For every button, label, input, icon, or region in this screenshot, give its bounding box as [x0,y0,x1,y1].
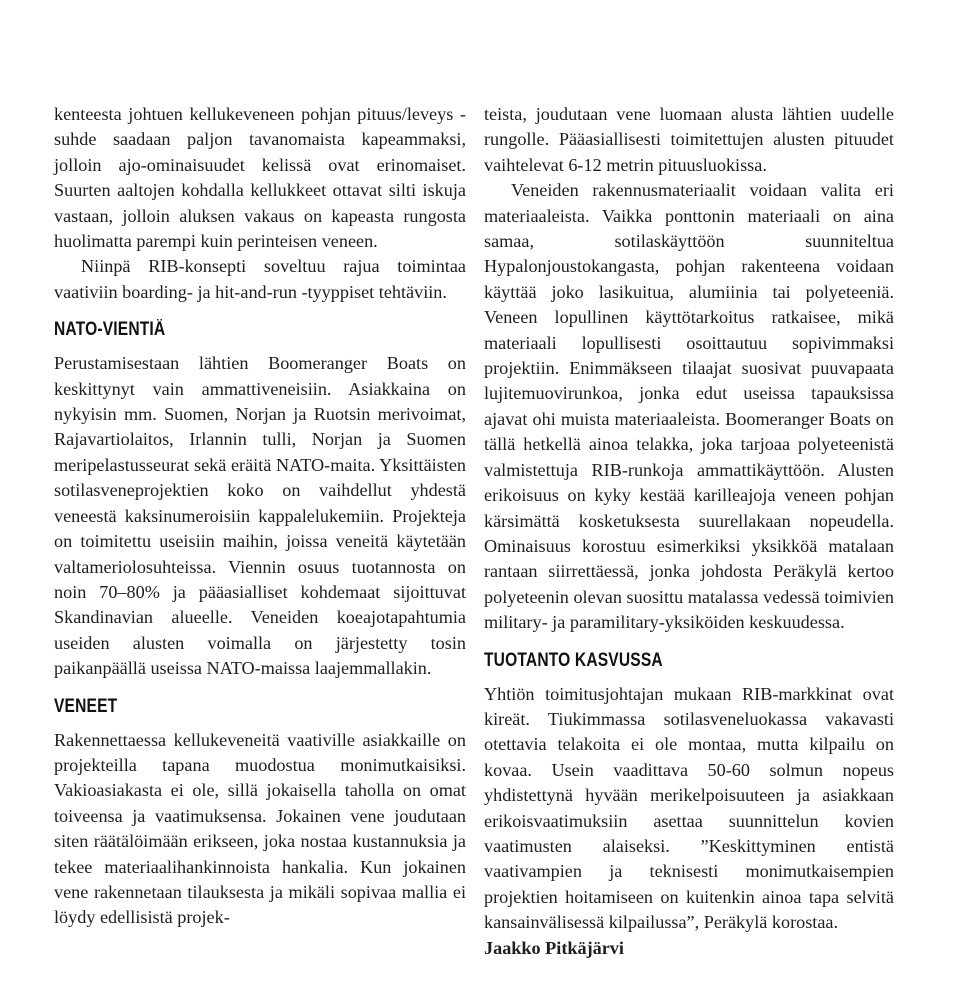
section-heading-veneet: VENEET [54,695,118,717]
right-paragraph-2: Veneiden rakennusmateriaalit voidaan valita eri materiaaleista. Vaikka ponttonin materiaali on aina samaa, sotilaskäyttöön suunniteltua Hypalonjoustokangasta, pohjan rakenteena voidaan käyttää joko lasikuitua, alumiinia tai polyeteeniä. Veneen lopullinen käyttötarkoitus ratkaisee, mikä materiaali lopullisesti osoittautuu sopivimmaksi projektiin. Enimmäkseen tilaajat suosivat puuvapaata lujitemuovirunkoa, jonka edut useissa tapauksissa ajavat ohi muista materiaaleista. Boomeranger Boats on tällä hetkellä ainoa telakka, joka tarjoaa polyeteenistä valmistettuja RIB-runkoja ammattikäyttöön. Alusten erikoisuus on kyky kestää karilleajoja veneen pohjan kärsimättä kosketuksesta suurellakaan nopeudella. Ominaisuus korostuu esimerkiksi yksikköä matalaan rantaan siirrettäessä, jonka johdosta Peräkylä kertoo polyeteenin olevan suosittu matalassa vedessä toimivien military- ja paramilitary-yksiköiden keskuudessa. [484,180,894,633]
section-heading-nato-vientia: NATO-VIENTIÄ [54,319,166,341]
right-column [484,102,894,961]
section-heading-tuotanto-kasvussa: TUOTANTO KASVUSSA [484,649,663,671]
right-paragraph-3: Yhtiön toimitusjohtajan mukaan RIB-markkinat ovat kireät. Tiukimmassa sotilasveneluokassa vakavasti otettavia telakoita ei ole montaa, mutta kilpailu on kovaa. Usein vaadittava 50-60 solmun nopeus yhdistettynä hyvään merikelpoisuuteen ja asiakkaan erikoisvaatimuksiin asettaa suunnittelun kovien vaatimusten alaiseksi. ”Keskittyminen entistä vaativampien ja teknisesti monimutkaisempien projektien hoitamiseen on kuitenkin ainoa tapa selvitä kansainvälisessä kilpailussa”, Peräkylä korostaa. [484,683,894,933]
left-paragraph-4: Rakennettaessa kellukeveneitä vaativille asiakkaille on projekteilla tapana muodostua monimutkaisiksi. Vakioasiakasta ei ole, sillä jokaisella taholla on omat toiveensa ja vaatimuksensa. Jokainen vene joudutaan siten räätälöimään erikseen, joka nostaa kustannuksia ja tekee materiaalihankinnoista hankalia. Kun jokainen vene rakennetaan tilauksesta ja mikäli sopivaa mallia ei löydy edellisistä projek- [54,729,466,928]
left-paragraph-3: Perustamisestaan lähtien Boomeranger Boats on keskittynyt vain ammattiveneisiin. Asiakkaina on nykyisin mm. Suomen, Norjan ja Ruotsin merivoimat, Rajavartiolaitos, Irlannin tulli, Norjan ja Suomen meripelastusseurat sekä eräitä NATO-maita. Yksittäisten sotilasveneprojektien koko on vaihdellut yhdestä veneestä kaksinumeroisiin kappalelukemiin. Projekteja on toimitettu useisiin maihin, joissa veneitä käytetään valtameriolosuhteissa. Viennin osuus tuotannosta on noin 70–80% ja pääasialliset kohdemaat sijoittuvat Skandinavian alueelle. Veneiden koeajotapahtumia useiden alusten voimalla on järjestetty tosin paikanpäällä useissa NATO-maissa laajemmallakin. [54,353,466,679]
left-paragraph-1: kenteesta johtuen kellukeveneen pohjan pituus/leveys -suhde saadaan paljon tavanomaista kapeammaksi, jolloin ajo-ominaisuudet kelissä ovat erinomaiset. Suurten aaltojen kohdalla kellukkeet ottavat silti iskuja vastaan, jolloin aluksen vakaus on kapeasta rungosta huolimatta parempi kuin perinteisen veneen. [54,104,466,252]
left-column [54,102,466,931]
right-paragraph-1: teista, joudutaan vene luomaan alusta lähtien uudelle rungolle. Pääasiallisesti toimitettujen alusten pituudet vaihtelevat 6-12 metrin pituusluokissa. [484,104,894,175]
author-byline: Jaakko Pitkäjärvi [484,937,624,958]
left-paragraph-2: Niinpä RIB-konsepti soveltuu rajua toimintaa vaativiin boarding- ja hit-and-run -tyyppiset tehtäviin. [54,256,466,302]
